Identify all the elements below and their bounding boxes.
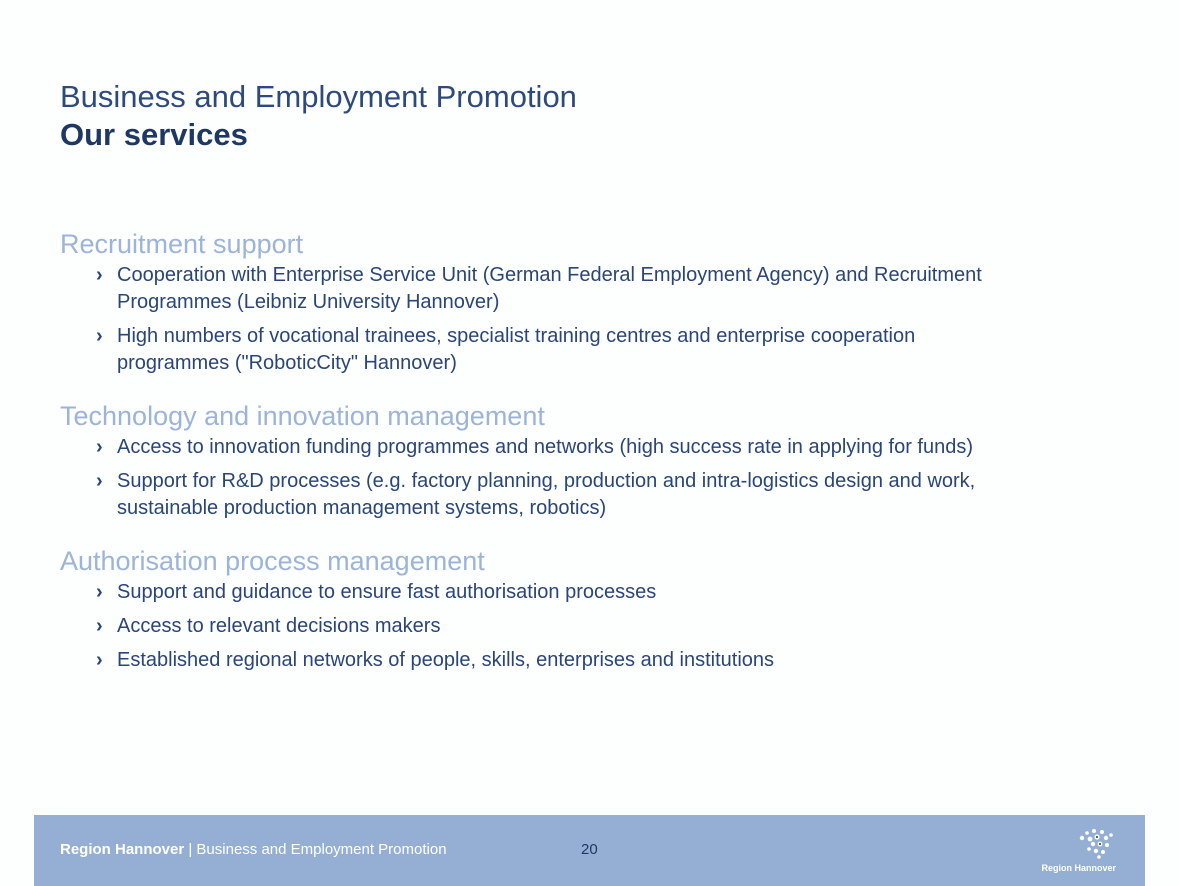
footer-label xyxy=(60,841,447,858)
chevron-right-icon: › xyxy=(96,470,103,492)
footer-subtitle: Business and Employment Promotion xyxy=(196,841,447,858)
list-item xyxy=(60,323,997,377)
chevron-right-icon: › xyxy=(96,649,103,671)
section-heading: Technology and innovation management xyxy=(60,401,545,431)
chevron-right-icon: › xyxy=(96,615,103,637)
section-technology-innovation xyxy=(60,400,1120,522)
list-item xyxy=(60,647,997,674)
services-content xyxy=(60,228,1120,697)
list-item xyxy=(60,468,997,522)
chevron-right-icon: › xyxy=(96,436,103,458)
footer-org-name: Region Hannover xyxy=(60,841,185,858)
region-hannover-logo xyxy=(1036,827,1116,879)
bullet-text: High numbers of vocational trainees, specialist training centres and enterprise cooperation programmes ("RoboticCity" Hannover) xyxy=(117,325,916,374)
logo-text: Region Hannover xyxy=(1041,863,1116,873)
bullet-text: Access to relevant decisions makers xyxy=(117,615,441,637)
section-authorisation-process xyxy=(60,545,1120,674)
title-line-2: Our services xyxy=(60,117,248,152)
bullet-text: Access to innovation funding programmes and networks (high success rate in applying for funds) xyxy=(117,436,974,458)
page-number: 20 xyxy=(581,841,598,858)
section-heading: Authorisation process management xyxy=(60,546,485,576)
footer-separator: | xyxy=(184,841,197,858)
bullet-list xyxy=(60,434,1120,522)
chevron-right-icon: › xyxy=(96,264,103,286)
bullet-list xyxy=(60,262,1120,377)
bullet-list xyxy=(60,579,1120,674)
bullet-text: Established regional networks of people, skills, enterprises and institutions xyxy=(117,649,775,671)
list-item xyxy=(60,579,997,606)
section-heading: Recruitment support xyxy=(60,229,304,259)
list-item xyxy=(60,434,997,461)
bullet-text: Cooperation with Enterprise Service Unit (German Federal Employment Agency) and Recruitment Programmes (Leibniz University Hannover) xyxy=(117,264,982,313)
slide-footer xyxy=(34,815,1145,886)
region-hannover-dots-logo-icon xyxy=(1078,827,1116,861)
bullet-text: Support for R&D processes (e.g. factory planning, production and intra-logistics design and work, sustainable production management systems, robotics) xyxy=(117,470,976,519)
chevron-right-icon: › xyxy=(96,325,103,347)
chevron-right-icon: › xyxy=(96,581,103,603)
title-line-1: Business and Employment Promotion xyxy=(60,79,577,114)
slide-title xyxy=(60,78,577,154)
bullet-text: Support and guidance to ensure fast authorisation processes xyxy=(117,581,657,603)
section-recruitment-support xyxy=(60,228,1120,377)
list-item xyxy=(60,613,997,640)
list-item xyxy=(60,262,997,316)
